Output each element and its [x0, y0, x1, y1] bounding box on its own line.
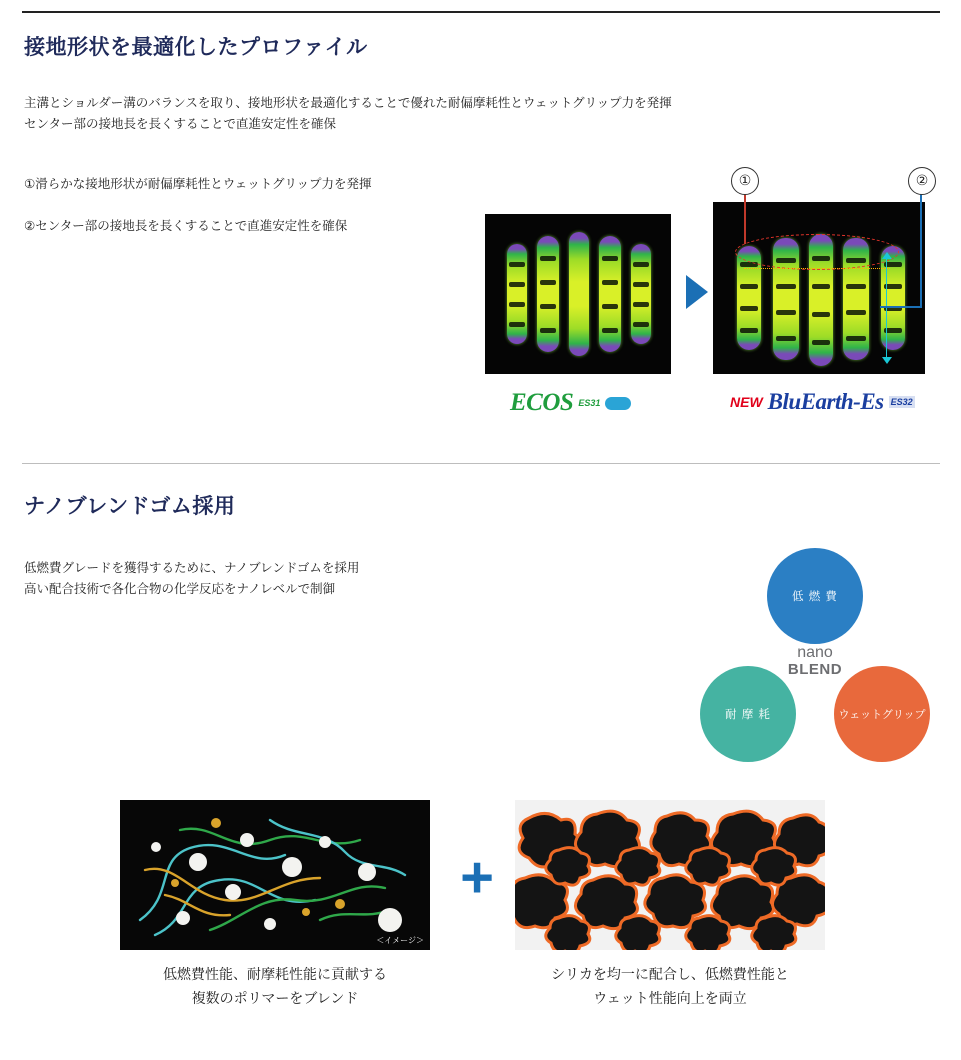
section2-title: ナノブレンドゴム採用	[24, 495, 236, 518]
nano-label-line2: BLEND	[787, 661, 843, 678]
transition-arrow-icon	[686, 275, 708, 309]
callout-marker-2: ②	[908, 167, 936, 195]
rib	[631, 244, 651, 344]
center-contact-dotted-line	[744, 268, 890, 269]
caption-silica-line1: シリカを均一に配合し、低燃費性能と	[551, 966, 789, 982]
caption-polymer	[95, 962, 455, 1010]
rib	[599, 236, 621, 352]
rib	[537, 236, 559, 352]
callout-marker-1: ①	[731, 167, 759, 195]
callout2-leader-line-horizontal	[880, 306, 922, 308]
brand-bluearth-code: ES32	[890, 397, 913, 407]
nano-blob-wear-resistance: 耐 摩 耗	[700, 666, 796, 762]
silica-dispersion-image	[515, 800, 825, 950]
nano-blend-diagram	[690, 548, 940, 778]
callout1-leader-line	[744, 194, 746, 244]
plus-icon: +	[460, 845, 494, 910]
rib	[569, 232, 589, 356]
yokohama-badge-icon	[605, 397, 631, 410]
caption-silica-line2: ウェット性能向上を両立	[593, 990, 747, 1006]
section1-note1: ①滑らかな接地形状が耐偏摩耗性とウェットグリップ力を発揮	[24, 177, 372, 191]
nano-label-line1: nano	[797, 644, 833, 661]
caption-polymer-line2: 複数のポリマーをブレンド	[191, 990, 359, 1006]
footprint-image-ecos	[485, 214, 671, 374]
section1-lead-line2: センター部の接地長を長くすることで直進安定性を確保	[24, 117, 337, 131]
section1-lead-line1: 主溝とショルダー溝のバランスを取り、接地形状を最適化することで優れた耐偏摩耗性とウェットグリップ力を発揮	[24, 96, 672, 110]
section2-lead-line2: 高い配合技術で各化合物の化学反応をナノレベルで制御	[24, 582, 336, 596]
section-divider	[22, 463, 940, 464]
image-note-label: ＜イメージ＞	[376, 936, 424, 945]
nano-blob-fuel-efficiency: 低 燃 費	[767, 548, 863, 644]
brand-logo-bluearth	[730, 389, 915, 415]
brand-ecos-name: ECOS	[510, 389, 574, 416]
callout2-leader-line-vertical	[920, 194, 922, 307]
rib	[507, 244, 527, 344]
section2-lead	[24, 558, 359, 600]
silica-dispersion-graphic	[515, 800, 825, 950]
callout1-highlight-ellipse	[735, 234, 899, 270]
section2-lead-line1: 低燃費グレードを獲得するために、ナノブレンドゴムを採用	[24, 561, 360, 575]
brand-bluearth-name: BluEarth-Es	[767, 389, 884, 414]
caption-polymer-line1: 低燃費性能、耐摩耗性能に貢献する	[163, 966, 387, 982]
top-divider	[22, 11, 940, 13]
polymer-blend-image	[120, 800, 430, 950]
caption-silica	[490, 962, 850, 1010]
nano-blob-wet-grip: ウェットグリップ	[834, 666, 930, 762]
footprint-ecos-canvas	[485, 214, 671, 374]
section1-title: 接地形状を最適化したプロファイル	[24, 36, 368, 59]
section1-note2: ②センター部の接地長を長くすることで直進安定性を確保	[24, 219, 348, 233]
nano-blend-center-label	[772, 644, 858, 678]
polymer-blend-graphic	[120, 800, 430, 950]
brand-new-label: NEW	[730, 394, 763, 410]
contact-length-arrow-icon	[886, 258, 887, 358]
brand-ecos-code: ES31	[578, 398, 601, 408]
brand-logo-ecos	[510, 389, 631, 417]
section1-lead	[24, 93, 672, 135]
